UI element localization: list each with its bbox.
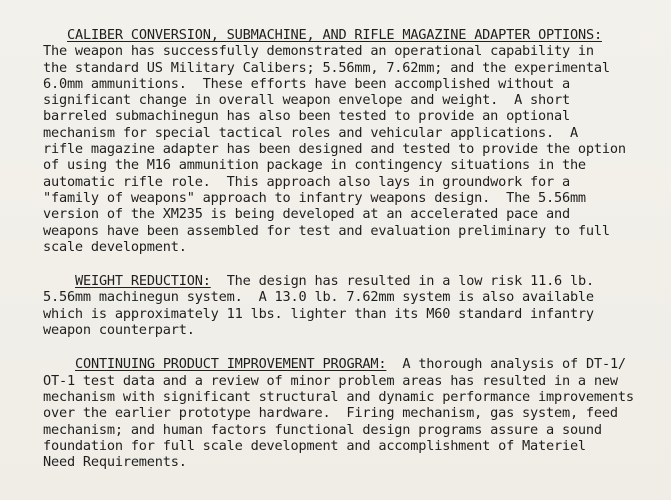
body-line: the standard US Military Calibers; 5.56mm, 7.62mm; and the experimental (43, 59, 610, 76)
body-line: mechanism with significant structural and dynamic performance improvements (43, 388, 634, 405)
section-heading-line (43, 356, 655, 372)
section-heading: CALIBER CONVERSION, SUBMACHINE, AND RIFLE MAGAZINE ADAPTER OPTIONS: (67, 27, 602, 43)
section-heading: WEIGHT REDUCTION: (75, 273, 211, 290)
body-line: weapon counterpart. (43, 322, 195, 339)
body-line: over the earlier prototype hardware. Firing mechanism, gas system, feed (43, 405, 618, 422)
body-line: which is approximately 11 lbs. lighter than its M60 standard infantry (43, 305, 594, 322)
body-line: OT-1 test data and a review of minor problem areas has resulted in a new (43, 372, 618, 389)
body-line: rifle magazine adapter has been designed and tested to provide the option (43, 141, 626, 158)
body-line: 6.0mm ammunitions. These efforts have been accomplished without a (43, 75, 570, 92)
section-weight-reduction (43, 273, 655, 338)
section-caliber-conversion (43, 27, 655, 255)
body-line: Need Requirements. (43, 454, 187, 471)
body-line: weapons have been assembled for test and evaluation preliminary to full (43, 222, 610, 239)
heading-line-text: The design has resulted in a low risk 11.6 lb. (210, 273, 594, 290)
body-line: foundation for full scale development and accomplishment of Materiel (43, 437, 586, 454)
body-line: significant change in overall weapon envelope and weight. A short (43, 92, 570, 109)
section-product-improvement (43, 356, 655, 470)
body-line: automatic rifle role. This approach also lays in groundwork for a (43, 173, 570, 190)
body-line: 5.56mm machinegun system. A 13.0 lb. 7.62mm system is also available (43, 289, 594, 306)
body-line: of using the M16 ammunition package in contingency situations in the (43, 157, 586, 174)
body-line: mechanism for special tactical roles and vehicular applications. A (43, 124, 578, 141)
body-line: The weapon has successfully demonstrated an operational capability in (43, 43, 594, 60)
heading-line-text: A thorough analysis of DT-1/ (386, 356, 626, 373)
body-line: scale development. (43, 238, 187, 255)
body-line: barreled submachinegun has also been tested to provide an optional (43, 108, 570, 125)
body-line: mechanism; and human factors functional design programs assure a sound (43, 421, 602, 438)
section-heading-line (35, 27, 655, 43)
section-heading-line (43, 273, 655, 289)
section-heading: CONTINUING PRODUCT IMPROVEMENT PROGRAM: (75, 356, 387, 373)
body-line: "family of weapons" approach to infantry weapons design. The 5.56mm (43, 189, 586, 206)
body-line: version of the XM235 is being developed at an accelerated pace and (43, 206, 570, 223)
